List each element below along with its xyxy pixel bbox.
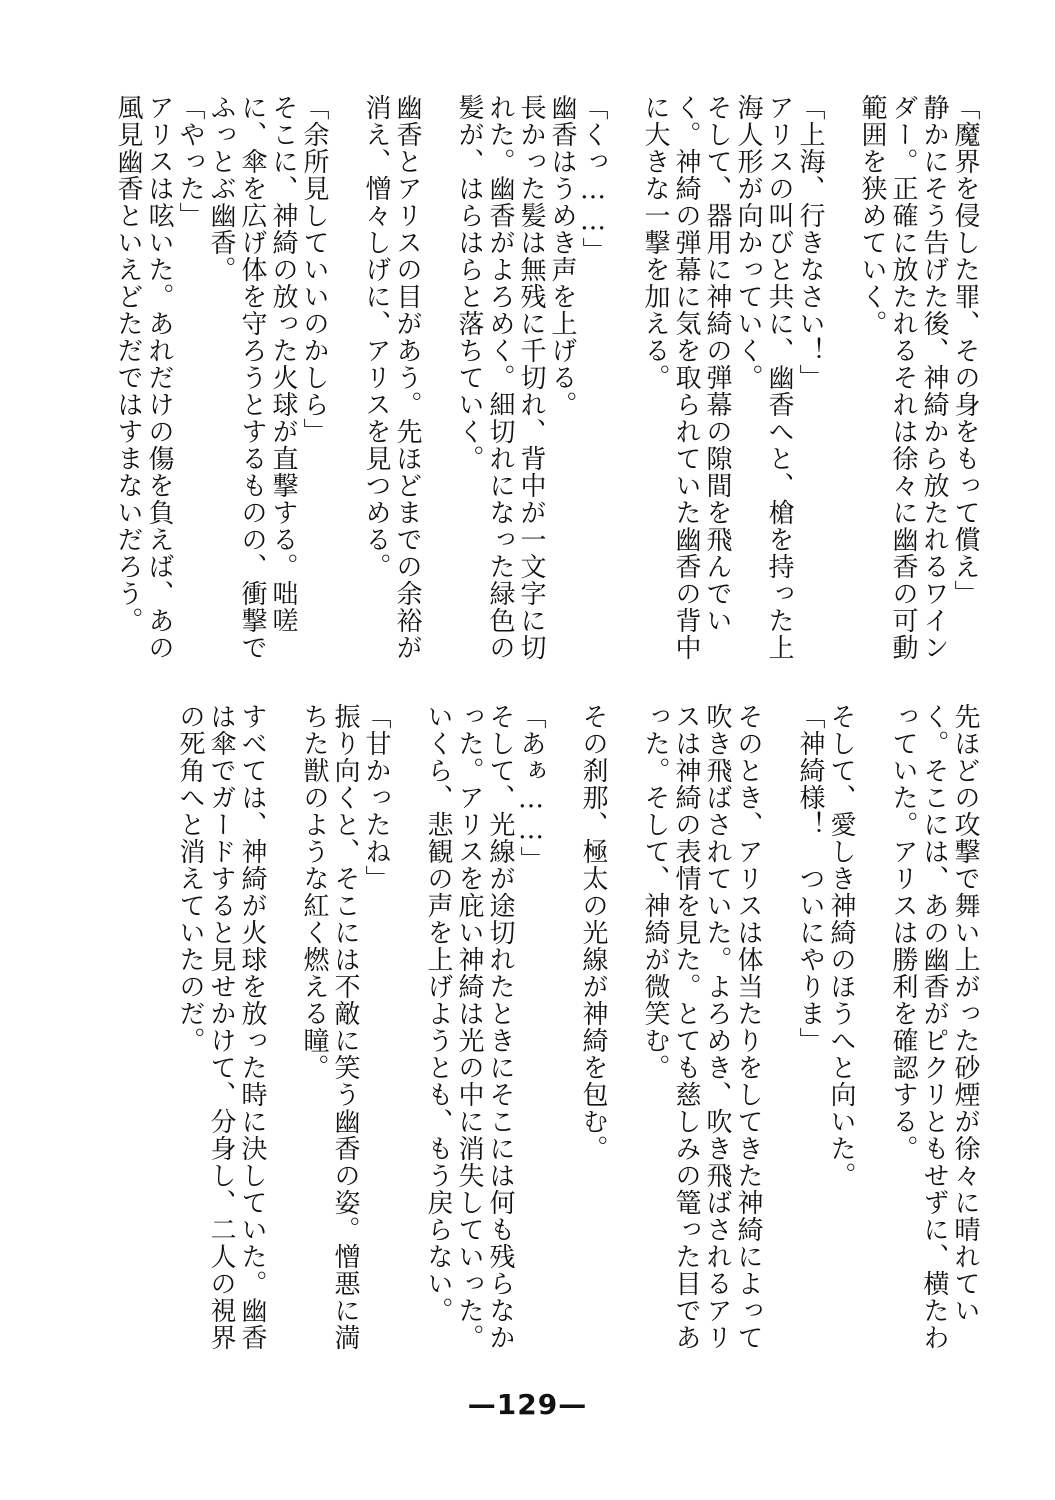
paragraph: そこに、神綺の放った火球が直撃する。咄嗟に、傘を広げ体を守ろうとするものの、衝撃でふっとぶ幽香。 <box>206 94 298 661</box>
paragraph: 幽香はうめき声を上げる。 <box>547 94 577 418</box>
paragraph-gap <box>608 94 639 676</box>
upper-text-block <box>113 94 980 676</box>
lower-text-block <box>120 703 980 1368</box>
paragraph: 「あぁ……」 <box>516 703 546 873</box>
paragraph-gap <box>825 94 856 676</box>
paragraph-gap <box>422 94 453 676</box>
paragraph-gap <box>608 703 639 1368</box>
paragraph-gap <box>856 703 887 1368</box>
paragraph: 「くっ……」 <box>578 94 608 264</box>
paragraph: 振り向くと、そこには不敵に笑う幽香の姿。憎悪に満ちた獣のような紅く燃える瞳。 <box>299 703 360 1351</box>
paragraph: 「余所見していいのかしら」 <box>299 94 329 445</box>
page-number: —129— <box>467 1388 588 1421</box>
paragraph-gap <box>267 703 298 1368</box>
paragraph: その刹那、極太の光線が神綺を包む。 <box>578 703 608 1162</box>
paragraph: そして、愛しき神綺のほうへと向いた。 <box>826 703 856 1189</box>
paragraph: 幽香とアリスの目があう。先ほどまでの余裕が消え、憎々しげに、アリスを見つめる。 <box>361 94 422 661</box>
paragraph: そして、光線が途切れたときにそこには何も残らなかった。アリスを庇い神綺は光の中に消失していった。いくら、悲観の声を上げようとも、もう戻らない。 <box>423 703 515 1351</box>
paragraph: アリスは呟いた。あれだけの傷を負えば、あの風見幽香といえどただではすまないだろう。 <box>113 94 174 661</box>
paragraph: 「やった」 <box>175 94 205 229</box>
paragraph: そのとき、アリスは体当たりをしてきた神綺によって吹き飛ばされていた。よろめき、吹き飛ばされるアリスは神綺の表情を見た。とても慈しみの篭った目であった。そして、神綺が微笑む。 <box>640 703 763 1351</box>
paragraph: 「魔界を侵した罪、その身をもって償え」 <box>950 94 980 607</box>
paragraph-gap <box>546 703 577 1368</box>
paragraph: 先ほどの攻撃で舞い上がった砂煙が徐々に晴れていく。そこには、あの幽香がピクリともせずに、横たわっていた。アリスは勝利を確認する。 <box>888 703 980 1351</box>
paragraph: 「神綺様！ ついにやりま」 <box>795 703 825 1054</box>
paragraph-gap <box>391 703 422 1368</box>
paragraph: 長かった髪は無残に千切れ、背中が一文字に切れた。幽香がよろめく。細切れになった緑色の髪が、はらはらと落ちていく。 <box>454 94 546 661</box>
paragraph: すべては、神綺が火球を放った時に決していた。幽香は傘でガードすると見せかけて、分身し、二人の視界の死角へと消えていたのだ。 <box>175 703 267 1351</box>
paragraph: そして、器用に神綺の弾幕の隙間を飛んでいく。神綺の弾幕に気を取られていた幽香の背中に大きな一撃を加える。 <box>640 94 732 661</box>
paragraph: 「上海、行きなさい！」 <box>795 94 825 391</box>
paragraph-gap <box>329 94 360 676</box>
paragraph: 「甘かったね」 <box>361 703 391 892</box>
paragraph: 静かにそう告げた後、神綺から放たれるワインダー。正確に放たれるそれは徐々に幽香の可動範囲を狭めていく。 <box>857 94 949 661</box>
paragraph-gap <box>763 703 794 1368</box>
paragraph: アリスの叫びと共に、幽香へと、槍を持った上海人形が向かっていく。 <box>733 94 794 661</box>
